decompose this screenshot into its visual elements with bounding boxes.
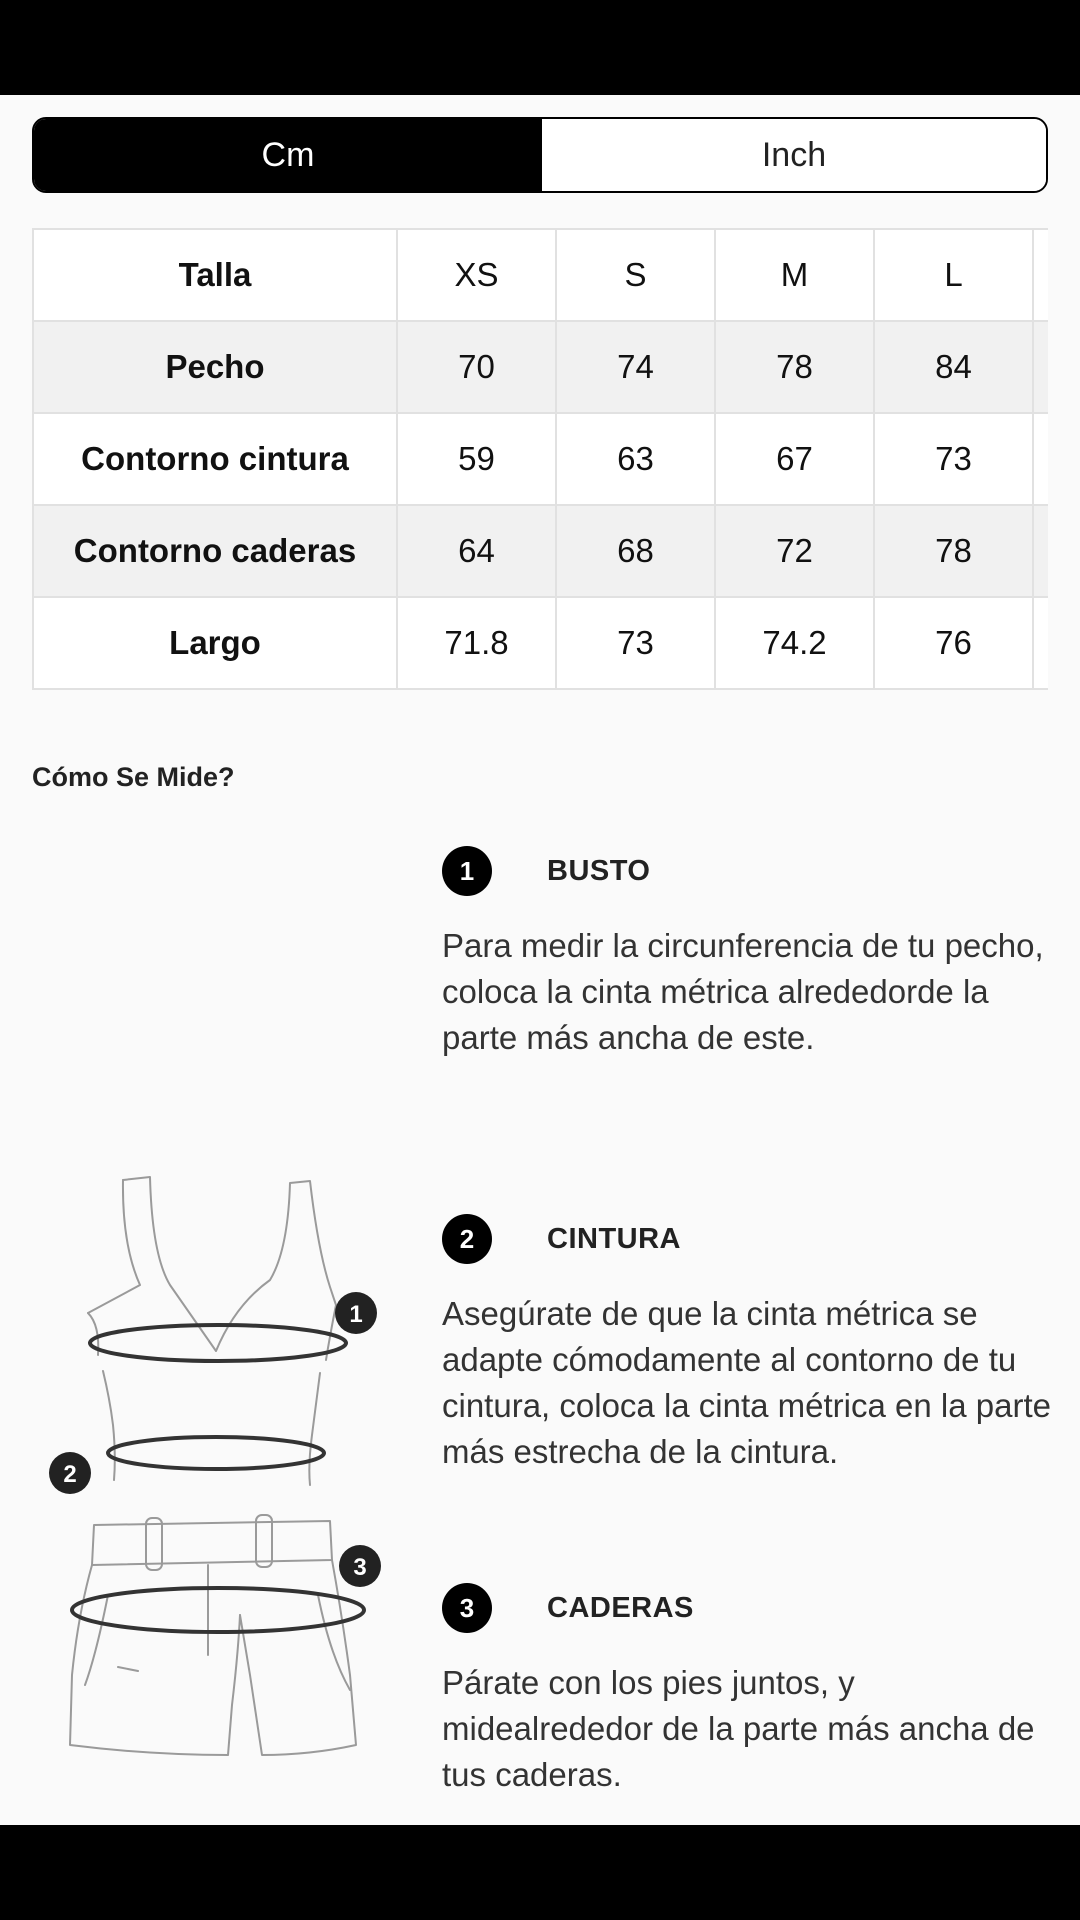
column-header-xs: XS xyxy=(397,229,556,321)
unit-toggle xyxy=(32,117,1048,193)
unit-option-cm[interactable]: Cm xyxy=(34,119,542,191)
table-cell: 59 xyxy=(397,413,556,505)
step-description: Asegúrate de que la cinta métrica se adapte cómodamente al contorno de tu cintura, coloca la cinta métrica en la parte más estrecha de la cintura. xyxy=(442,1295,1051,1470)
marker-3-label: 3 xyxy=(353,1554,367,1581)
table-cell: 70 xyxy=(397,321,556,413)
table-cell: 71.8 xyxy=(397,597,556,689)
step-number-badge: 2 xyxy=(442,1214,492,1264)
measure-step-hips xyxy=(442,1582,1052,1798)
table-cell: 72 xyxy=(715,505,874,597)
step-title: BUSTO xyxy=(547,854,651,887)
table-cell: 63 xyxy=(556,413,715,505)
unit-option-inch[interactable]: Inch xyxy=(542,119,1046,191)
step-title: CINTURA xyxy=(547,1222,681,1255)
garment-illustration xyxy=(30,1055,410,1775)
table-overflow-cell xyxy=(1033,321,1048,413)
measure-step-bust xyxy=(442,845,1052,1061)
measure-step-waist xyxy=(442,1213,1052,1475)
table-cell: 78 xyxy=(715,321,874,413)
column-header-m: M xyxy=(715,229,874,321)
table-cell: 64 xyxy=(397,505,556,597)
navigation-bar xyxy=(0,1825,1080,1920)
table-overflow-cell xyxy=(1033,597,1048,689)
row-label: Pecho xyxy=(33,321,397,413)
step-description: Párate con los pies juntos, y midealrededor de la parte más ancha de tus caderas. xyxy=(442,1664,1035,1793)
status-bar xyxy=(0,0,1080,95)
row-label: Largo xyxy=(33,597,397,689)
table-cell: 74.2 xyxy=(715,597,874,689)
column-header-size: Talla xyxy=(33,229,397,321)
table-overflow-cell xyxy=(1033,413,1048,505)
table-row-length xyxy=(33,597,1048,689)
table-row-waist xyxy=(33,413,1048,505)
row-label: Contorno caderas xyxy=(33,505,397,597)
size-guide-content xyxy=(0,95,1080,1825)
step-title: CADERAS xyxy=(547,1591,694,1624)
table-cell: 68 xyxy=(556,505,715,597)
table-cell: 67 xyxy=(715,413,874,505)
size-table xyxy=(32,228,1048,690)
size-table-scroll[interactable] xyxy=(32,228,1048,703)
column-header-l: L xyxy=(874,229,1033,321)
table-cell: 74 xyxy=(556,321,715,413)
table-cell: 84 xyxy=(874,321,1033,413)
table-overflow-cell xyxy=(1033,229,1048,321)
table-cell: 78 xyxy=(874,505,1033,597)
step-number-badge: 1 xyxy=(442,846,492,896)
table-header-row xyxy=(33,229,1048,321)
table-cell: 73 xyxy=(874,413,1033,505)
row-label: Contorno cintura xyxy=(33,413,397,505)
step-description: Para medir la circunferencia de tu pecho, coloca la cinta métrica alrededorde la parte más ancha de este. xyxy=(442,927,1044,1056)
table-row-chest xyxy=(33,321,1048,413)
table-cell: 73 xyxy=(556,597,715,689)
column-header-s: S xyxy=(556,229,715,321)
table-cell: 76 xyxy=(874,597,1033,689)
step-number-badge: 3 xyxy=(442,1583,492,1633)
table-row-hips xyxy=(33,505,1048,597)
marker-2-label: 2 xyxy=(63,1461,77,1488)
how-to-measure-title: Cómo Se Mide? xyxy=(32,762,235,792)
table-overflow-cell xyxy=(1033,505,1048,597)
marker-1-label: 1 xyxy=(349,1301,363,1328)
